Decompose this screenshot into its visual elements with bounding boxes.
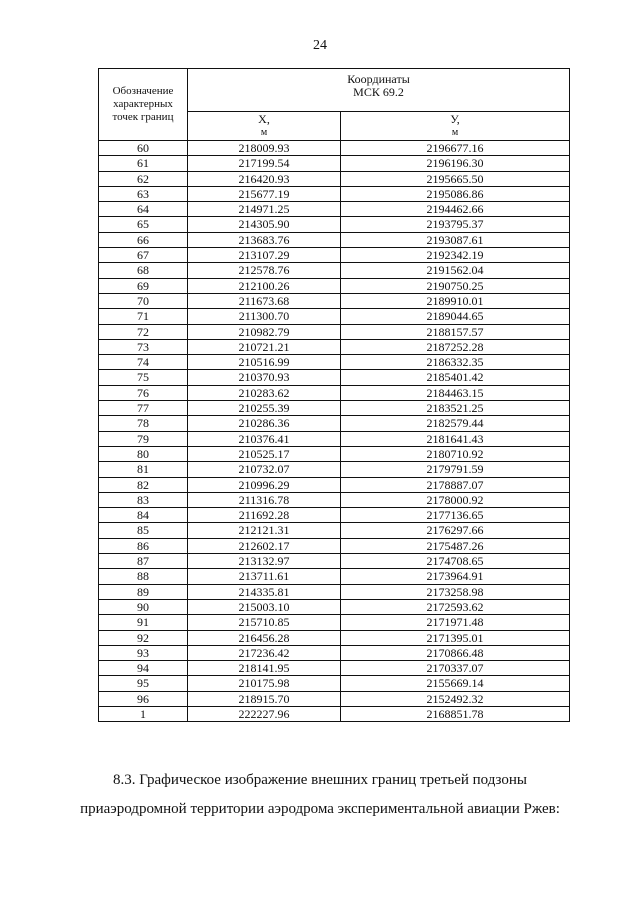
header-point-designation bbox=[99, 69, 188, 141]
y-coordinate-cell: 2193795.37 bbox=[341, 217, 570, 232]
y-coordinate-cell: 2176297.66 bbox=[341, 523, 570, 538]
table-row bbox=[99, 156, 570, 171]
x-coordinate-cell: 210732.07 bbox=[188, 462, 341, 477]
y-coordinate-cell: 2179791.59 bbox=[341, 462, 570, 477]
y-coordinate-cell: 2170866.48 bbox=[341, 645, 570, 660]
table-row bbox=[99, 370, 570, 385]
table-row bbox=[99, 431, 570, 446]
point-number-cell: 64 bbox=[99, 202, 188, 217]
point-number-cell: 87 bbox=[99, 554, 188, 569]
table-row bbox=[99, 324, 570, 339]
y-coordinate-cell: 2178887.07 bbox=[341, 477, 570, 492]
x-coordinate-cell: 211692.28 bbox=[188, 508, 341, 523]
caption-line-2: приаэродромной территории аэродрома экспериментальной авиации Ржев: bbox=[80, 801, 560, 817]
table-row bbox=[99, 584, 570, 599]
table-row bbox=[99, 446, 570, 461]
point-number-cell: 61 bbox=[99, 156, 188, 171]
caption-line-1: 8.3. Графическое изображение внешних границ третьей подзоны bbox=[112, 772, 528, 788]
x-coordinate-cell: 210996.29 bbox=[188, 477, 341, 492]
header-x-label: Х, bbox=[258, 112, 270, 126]
x-coordinate-cell: 222227.96 bbox=[188, 706, 341, 721]
x-coordinate-cell: 211673.68 bbox=[188, 293, 341, 308]
header-point-line-1: Обозначение bbox=[112, 85, 174, 97]
y-coordinate-cell: 2193087.61 bbox=[341, 232, 570, 247]
point-number-cell: 96 bbox=[99, 691, 188, 706]
table-row bbox=[99, 141, 570, 156]
y-coordinate-cell: 2185401.42 bbox=[341, 370, 570, 385]
point-number-cell: 1 bbox=[99, 706, 188, 721]
point-number-cell: 94 bbox=[99, 661, 188, 676]
point-number-cell: 93 bbox=[99, 645, 188, 660]
point-number-cell: 89 bbox=[99, 584, 188, 599]
point-number-cell: 65 bbox=[99, 217, 188, 232]
page-number: 24 bbox=[313, 38, 327, 53]
coordinates-table-body bbox=[99, 69, 570, 722]
table-row bbox=[99, 462, 570, 477]
point-number-cell: 71 bbox=[99, 309, 188, 324]
point-number-cell: 67 bbox=[99, 248, 188, 263]
table-row bbox=[99, 248, 570, 263]
x-coordinate-cell: 214305.90 bbox=[188, 217, 341, 232]
y-coordinate-cell: 2187252.28 bbox=[341, 339, 570, 354]
point-number-cell: 83 bbox=[99, 492, 188, 507]
x-coordinate-cell: 218141.95 bbox=[188, 661, 341, 676]
y-coordinate-cell: 2178000.92 bbox=[341, 492, 570, 507]
table-row bbox=[99, 202, 570, 217]
table-header-row bbox=[99, 69, 570, 112]
table-row bbox=[99, 538, 570, 553]
table-row bbox=[99, 492, 570, 507]
point-number-cell: 69 bbox=[99, 278, 188, 293]
table-row bbox=[99, 171, 570, 186]
x-coordinate-cell: 218915.70 bbox=[188, 691, 341, 706]
x-coordinate-cell: 210525.17 bbox=[188, 446, 341, 461]
table-row bbox=[99, 401, 570, 416]
x-coordinate-cell: 213711.61 bbox=[188, 569, 341, 584]
header-x bbox=[188, 112, 341, 141]
x-coordinate-cell: 216420.93 bbox=[188, 171, 341, 186]
y-coordinate-cell: 2155669.14 bbox=[341, 676, 570, 691]
table-row bbox=[99, 263, 570, 278]
point-number-cell: 70 bbox=[99, 293, 188, 308]
header-coordinates bbox=[188, 69, 570, 112]
point-number-cell: 85 bbox=[99, 523, 188, 538]
y-coordinate-cell: 2195086.86 bbox=[341, 186, 570, 201]
point-number-cell: 88 bbox=[99, 569, 188, 584]
header-point-line-2: характерных bbox=[113, 98, 173, 110]
x-coordinate-cell: 215677.19 bbox=[188, 186, 341, 201]
point-number-cell: 68 bbox=[99, 263, 188, 278]
x-coordinate-cell: 215710.85 bbox=[188, 615, 341, 630]
y-coordinate-cell: 2174708.65 bbox=[341, 554, 570, 569]
table-row bbox=[99, 293, 570, 308]
x-coordinate-cell: 216456.28 bbox=[188, 630, 341, 645]
y-coordinate-cell: 2188157.57 bbox=[341, 324, 570, 339]
point-number-cell: 78 bbox=[99, 416, 188, 431]
y-coordinate-cell: 2171971.48 bbox=[341, 615, 570, 630]
table-row bbox=[99, 691, 570, 706]
x-coordinate-cell: 212121.31 bbox=[188, 523, 341, 538]
x-coordinate-cell: 212578.76 bbox=[188, 263, 341, 278]
x-coordinate-cell: 213107.29 bbox=[188, 248, 341, 263]
point-number-cell: 63 bbox=[99, 186, 188, 201]
x-coordinate-cell: 210376.41 bbox=[188, 431, 341, 446]
x-coordinate-cell: 212100.26 bbox=[188, 278, 341, 293]
y-coordinate-cell: 2192342.19 bbox=[341, 248, 570, 263]
point-number-cell: 95 bbox=[99, 676, 188, 691]
table-row bbox=[99, 217, 570, 232]
y-coordinate-cell: 2191562.04 bbox=[341, 263, 570, 278]
point-number-cell: 62 bbox=[99, 171, 188, 186]
y-coordinate-cell: 2195665.50 bbox=[341, 171, 570, 186]
header-y bbox=[341, 112, 570, 141]
y-coordinate-cell: 2194462.66 bbox=[341, 202, 570, 217]
y-coordinate-cell: 2189044.65 bbox=[341, 309, 570, 324]
y-coordinate-cell: 2182579.44 bbox=[341, 416, 570, 431]
x-coordinate-cell: 214971.25 bbox=[188, 202, 341, 217]
table-row bbox=[99, 676, 570, 691]
y-coordinate-cell: 2184463.15 bbox=[341, 385, 570, 400]
x-coordinate-cell: 210721.21 bbox=[188, 339, 341, 354]
y-coordinate-cell: 2170337.07 bbox=[341, 661, 570, 676]
point-number-cell: 86 bbox=[99, 538, 188, 553]
x-coordinate-cell: 213132.97 bbox=[188, 554, 341, 569]
point-number-cell: 72 bbox=[99, 324, 188, 339]
header-point-line-3: точек границ bbox=[112, 111, 174, 123]
x-coordinate-cell: 210283.62 bbox=[188, 385, 341, 400]
table-row bbox=[99, 309, 570, 324]
point-number-cell: 74 bbox=[99, 355, 188, 370]
table-row bbox=[99, 599, 570, 614]
point-number-cell: 77 bbox=[99, 401, 188, 416]
y-coordinate-cell: 2172593.62 bbox=[341, 599, 570, 614]
x-coordinate-cell: 211300.70 bbox=[188, 309, 341, 324]
y-coordinate-cell: 2186332.35 bbox=[341, 355, 570, 370]
table-row bbox=[99, 339, 570, 354]
table-row bbox=[99, 630, 570, 645]
x-coordinate-cell: 210982.79 bbox=[188, 324, 341, 339]
table-row bbox=[99, 278, 570, 293]
x-coordinate-cell: 218009.93 bbox=[188, 141, 341, 156]
y-coordinate-cell: 2168851.78 bbox=[341, 706, 570, 721]
y-coordinate-cell: 2196677.16 bbox=[341, 141, 570, 156]
x-coordinate-cell: 210370.93 bbox=[188, 370, 341, 385]
point-number-cell: 90 bbox=[99, 599, 188, 614]
table-row bbox=[99, 508, 570, 523]
table-row bbox=[99, 355, 570, 370]
x-coordinate-cell: 217236.42 bbox=[188, 645, 341, 660]
point-number-cell: 60 bbox=[99, 141, 188, 156]
header-coordinates-line-2: МСК 69.2 bbox=[353, 85, 404, 99]
point-number-cell: 79 bbox=[99, 431, 188, 446]
table-row bbox=[99, 186, 570, 201]
table-row bbox=[99, 416, 570, 431]
table-row bbox=[99, 706, 570, 721]
header-y-unit: м bbox=[451, 127, 459, 138]
table-row bbox=[99, 661, 570, 676]
point-number-cell: 84 bbox=[99, 508, 188, 523]
header-y-label: У, bbox=[450, 112, 460, 126]
y-coordinate-cell: 2171395.01 bbox=[341, 630, 570, 645]
x-coordinate-cell: 210175.98 bbox=[188, 676, 341, 691]
point-number-cell: 80 bbox=[99, 446, 188, 461]
x-coordinate-cell: 210286.36 bbox=[188, 416, 341, 431]
y-coordinate-cell: 2177136.65 bbox=[341, 508, 570, 523]
table-row bbox=[99, 615, 570, 630]
point-number-cell: 73 bbox=[99, 339, 188, 354]
x-coordinate-cell: 213683.76 bbox=[188, 232, 341, 247]
point-number-cell: 91 bbox=[99, 615, 188, 630]
point-number-cell: 75 bbox=[99, 370, 188, 385]
table-row bbox=[99, 232, 570, 247]
point-number-cell: 76 bbox=[99, 385, 188, 400]
table-row bbox=[99, 554, 570, 569]
table-row bbox=[99, 477, 570, 492]
point-number-cell: 92 bbox=[99, 630, 188, 645]
x-coordinate-cell: 211316.78 bbox=[188, 492, 341, 507]
y-coordinate-cell: 2173964.91 bbox=[341, 569, 570, 584]
table-row bbox=[99, 385, 570, 400]
x-coordinate-cell: 210255.39 bbox=[188, 401, 341, 416]
x-coordinate-cell: 210516.99 bbox=[188, 355, 341, 370]
y-coordinate-cell: 2173258.98 bbox=[341, 584, 570, 599]
point-number-cell: 66 bbox=[99, 232, 188, 247]
y-coordinate-cell: 2196196.30 bbox=[341, 156, 570, 171]
x-coordinate-cell: 214335.81 bbox=[188, 584, 341, 599]
header-x-unit: м bbox=[260, 127, 268, 138]
point-number-cell: 81 bbox=[99, 462, 188, 477]
y-coordinate-cell: 2180710.92 bbox=[341, 446, 570, 461]
y-coordinate-cell: 2190750.25 bbox=[341, 278, 570, 293]
y-coordinate-cell: 2175487.26 bbox=[341, 538, 570, 553]
x-coordinate-cell: 212602.17 bbox=[188, 538, 341, 553]
y-coordinate-cell: 2152492.32 bbox=[341, 691, 570, 706]
y-coordinate-cell: 2189910.01 bbox=[341, 293, 570, 308]
y-coordinate-cell: 2183521.25 bbox=[341, 401, 570, 416]
x-coordinate-cell: 217199.54 bbox=[188, 156, 341, 171]
table-row bbox=[99, 523, 570, 538]
table-row bbox=[99, 569, 570, 584]
point-number-cell: 82 bbox=[99, 477, 188, 492]
y-coordinate-cell: 2181641.43 bbox=[341, 431, 570, 446]
coordinates-table bbox=[98, 68, 570, 722]
x-coordinate-cell: 215003.10 bbox=[188, 599, 341, 614]
header-coordinates-line-1: Координаты bbox=[347, 72, 410, 86]
table-row bbox=[99, 645, 570, 660]
